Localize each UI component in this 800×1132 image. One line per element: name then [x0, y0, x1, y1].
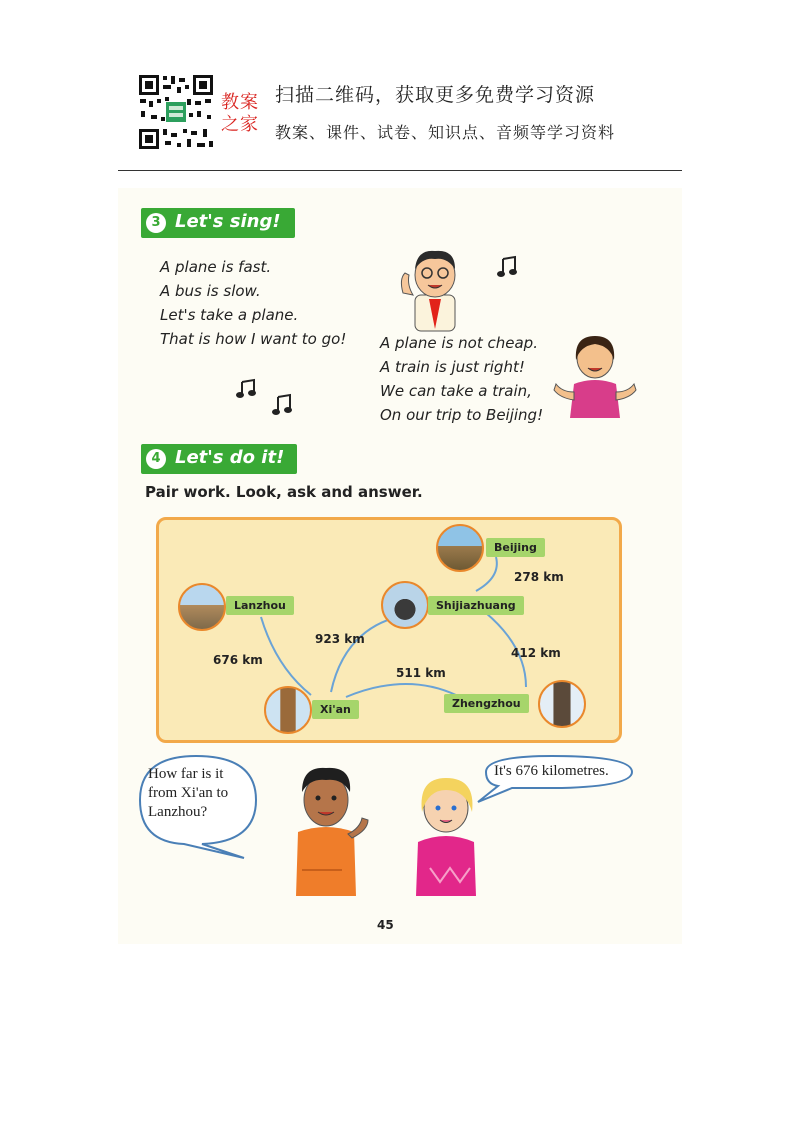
city-label-lanzhou: Lanzhou: [226, 596, 294, 615]
distance-xian-zhengzhou: 511 km: [396, 666, 446, 680]
zhengzhou-photo: [538, 680, 586, 728]
qr-code-icon: [137, 73, 215, 151]
header-divider: [118, 170, 682, 171]
page-number: 45: [377, 918, 394, 932]
section-4-title: Let's do it!: [175, 447, 285, 468]
verse-2-line-2: A train is just right!: [380, 358, 525, 376]
boy-singing-illustration: [395, 243, 475, 333]
pair-work-instruction: Pair work. Look, ask and answer.: [145, 483, 423, 501]
question-line-3: Lanzhou?: [148, 804, 208, 820]
section-3-number: 3: [146, 213, 166, 233]
music-note-icon: [497, 255, 523, 279]
brand-logo: [221, 92, 259, 136]
verse-1-line-3: Let's take a plane.: [160, 306, 299, 324]
question-text: [148, 765, 228, 822]
page-header: [0, 0, 800, 175]
section-3-title: Let's sing!: [175, 211, 281, 232]
boy-asking-illustration: [282, 760, 372, 900]
lanzhou-photo: [178, 583, 226, 631]
city-label-beijing: Beijing: [486, 538, 545, 557]
shijiazhuang-photo: [381, 581, 429, 629]
verse-1-line-1: A plane is fast.: [160, 258, 272, 276]
verse-1-line-2: A bus is slow.: [160, 282, 261, 300]
distance-lanzhou-xian: 676 km: [213, 653, 263, 667]
girl-singing-illustration: [552, 330, 638, 420]
music-note-icon: [272, 393, 296, 417]
girl-answering-illustration: [410, 772, 490, 900]
route-xian-zhengzhou: [346, 684, 456, 697]
beijing-photo: [436, 524, 484, 572]
distance-beijing-shijiazhuang: 278 km: [514, 570, 564, 584]
promo-line-2: 教案、课件、试卷、知识点、音频等学习资料: [275, 123, 616, 142]
city-label-shijiazhuang: Shijiazhuang: [428, 596, 524, 615]
verse-1-line-4: That is how I want to go!: [160, 330, 347, 348]
question-line-2: from Xi'an to: [148, 785, 229, 801]
distance-shijiazhuang-xian: 923 km: [315, 632, 365, 646]
music-note-icon: [236, 378, 260, 400]
verse-2-line-3: We can take a train,: [380, 382, 532, 400]
route-lanzhou-xian: [261, 617, 311, 695]
promo-line-1: 扫描二维码，获取更多免费学习资源: [275, 84, 596, 106]
verse-2-line-4: On our trip to Beijing!: [380, 406, 544, 424]
section-4-banner: [141, 444, 297, 474]
question-line-1: How far is it: [148, 766, 224, 782]
answer-text: It's 676 kilometres.: [494, 763, 609, 779]
city-label-xian: Xi'an: [312, 700, 359, 719]
section-4-number: 4: [146, 449, 166, 469]
section-3-banner: [141, 208, 295, 238]
verse-2-line-1: A plane is not cheap.: [380, 334, 538, 352]
brand-line-2: 之家: [221, 114, 259, 135]
brand-line-1: 教案: [221, 92, 259, 113]
xian-photo: [264, 686, 312, 734]
city-label-zhengzhou: Zhengzhou: [444, 694, 529, 713]
song-verse-2: [380, 331, 543, 427]
distance-shijiazhuang-zhengzhou: 412 km: [511, 646, 561, 660]
song-verse-1: [160, 255, 346, 351]
